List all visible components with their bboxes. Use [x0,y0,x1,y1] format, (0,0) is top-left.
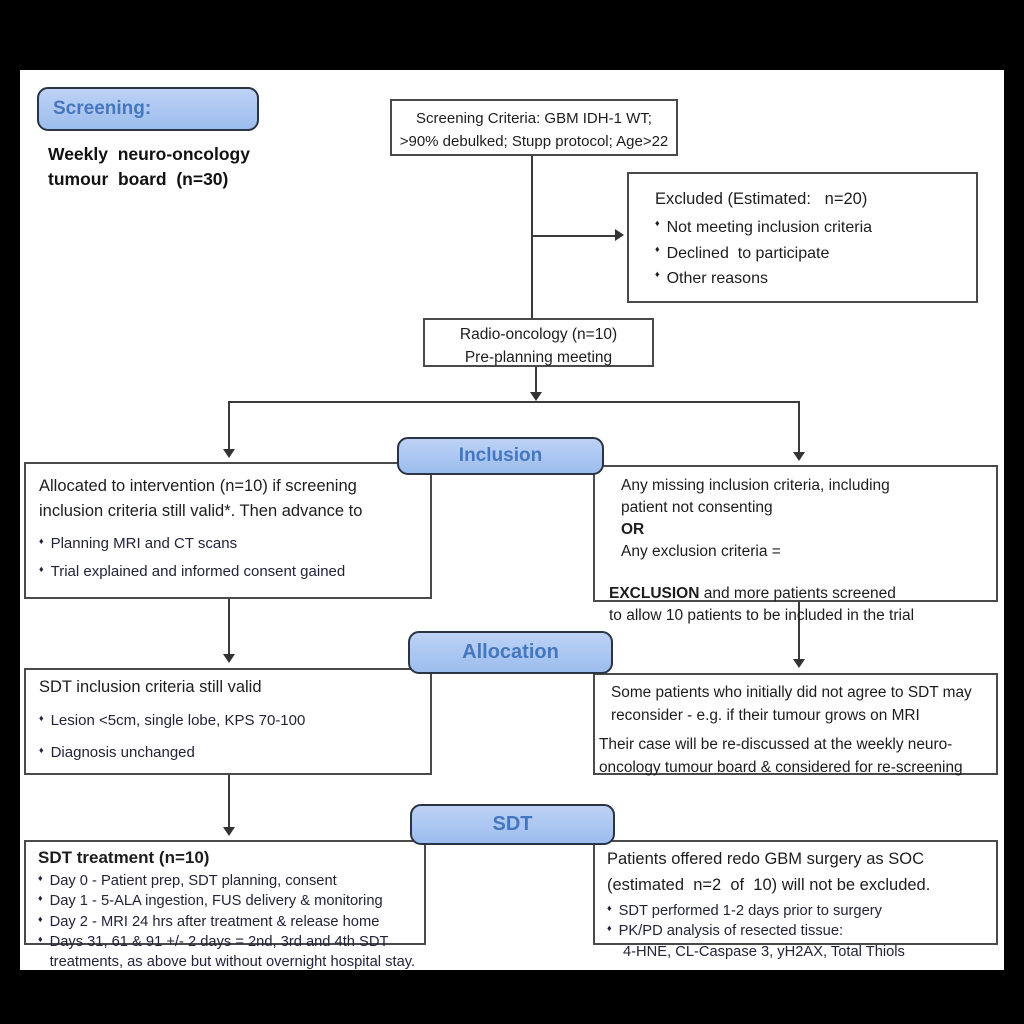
arrowhead-left-allocation [223,654,235,663]
missing-line2: patient not consenting [621,499,773,516]
stage-label-sdt: SDT [492,813,533,835]
bullet-icon: ♦ [38,873,43,883]
sdt-treatment-title: SDT treatment (n=10) [38,848,210,867]
arrowhead-to-excluded [615,229,624,241]
reconsider-paragraph2: Their case will be re-discussed at the weekly neuro-oncology tumour board & considered for re-screening [599,736,963,777]
allocated-title-line2: inclusion criteria still valid*. Then advance to [39,501,363,520]
sdt-treatment-box [24,840,426,971]
radio-oncology-line2: Pre-planning meeting [464,349,613,367]
excluded-bullet: ♦ Other reasons [655,266,968,292]
connector-left-drop-allocation [228,598,230,656]
stage-pill-screening [37,87,259,131]
stage-pill-inclusion [397,437,604,475]
redo-surgery-title-line1: Patients offered redo GBM surgery as SOC [607,850,925,868]
sdt-treatment-bullet: ♦ Day 1 - 5-ALA ingestion, FUS delivery & monitoring [38,893,383,910]
arrowhead-radio-junction [530,392,542,401]
excluded-bullet: ♦ Declined to participate [655,241,968,267]
sdt-treatment-bullet-list [38,871,420,972]
stage-pill-allocation [408,631,613,674]
redo-surgery-title-line2: (estimated n=2 of 10) will not be excluded. [607,875,931,894]
missing-criteria-box [593,465,998,624]
reconsider-box [593,673,998,775]
weekly-board-line1: Weekly neuro-oncology [48,144,250,164]
bullet-icon: ♦ [655,218,660,228]
bullet-icon: ♦ [38,893,43,904]
sdt-treatment-bullet: ♦ Day 0 - Patient prep, SDT planning, consent [38,873,337,889]
arrowhead-right-inclusion [793,452,805,461]
stage-label-screening: Screening: [53,98,152,119]
connector-criteria-to-radio [531,155,533,319]
sdt-treatment-bullet: ♦ Day 2 - MRI 24 hrs after treatment & release home [38,913,380,930]
sdt-inclusion-title: SDT inclusion criteria still valid [39,678,262,696]
bullet-icon: ♦ [655,243,660,254]
screening-criteria-box [390,99,678,156]
allocated-box [24,462,432,599]
allocated-bullet: ♦ Trial explained and informed consent gained [39,562,346,580]
connector-left-drop-sdt [228,774,230,829]
redo-surgery-bullet-list [607,901,992,942]
exclusion-keyword: EXCLUSION [609,585,700,602]
missing-exclusion-line: EXCLUSION and more patients screened [609,585,896,602]
connector-right-drop-inclusion [798,401,800,454]
sdt-treatment-bullet: ♦ Days 31, 61 & 91 +/- 2 days = 2nd, 3rd and 4th SDT treatments, as above but without overnight hospital stay. [38,933,416,971]
bullet-icon: ♦ [39,535,44,546]
stage-label-inclusion: Inclusion [458,445,543,466]
bullet-icon: ♦ [607,923,612,934]
connector-radio-down [535,366,537,394]
missing-line3: Any exclusion criteria = [621,543,781,560]
missing-line1: Any missing inclusion criteria, including [621,477,890,494]
redo-surgery-box [593,840,998,960]
sdt-inclusion-bullet: ♦ Lesion <5cm, single lobe, KPS 70-100 [39,712,306,729]
bullet-icon: ♦ [39,713,44,723]
stage-label-allocation: Allocation [462,641,559,663]
sdt-inclusion-bullet-list [39,712,424,761]
sdt-inclusion-box [24,668,432,775]
screening-criteria-line1: Screening Criteria: GBM IDH-1 WT; [416,110,652,127]
screening-criteria-line2: >90% debulked; Stupp protocol; Age>22 [399,132,669,150]
bullet-icon: ♦ [39,563,44,574]
redo-surgery-bullet: ♦ SDT performed 1-2 days prior to surgery [607,903,882,920]
reconsider-paragraph1: Some patients who initially did not agree to SDT may reconsider - e.g. if their tumour grows on MRI [611,684,972,725]
arrowhead-left-sdt [223,827,235,836]
arrowhead-right-allocation [793,659,805,668]
bullet-icon: ♦ [38,933,43,944]
allocated-bullet: ♦ Planning MRI and CT scans [39,534,238,552]
allocated-bullet-list [39,535,424,580]
excluded-bullet-list [655,215,968,292]
sdt-inclusion-bullet: ♦ Diagnosis unchanged [39,744,195,761]
redo-surgery-bullet: ♦ PK/PD analysis of resected tissue: [607,923,844,940]
missing-or: OR [621,521,645,538]
bullet-icon: ♦ [655,269,660,280]
excluded-bullet: ♦ Not meeting inclusion criteria [655,215,968,241]
missing-line5: to allow 10 patients to be included in the trial [609,607,915,624]
connector-left-drop-inclusion [228,401,230,451]
radio-oncology-box [423,318,654,367]
weekly-board-line2: tumour board (n=30) [48,169,229,190]
arrowhead-left-inclusion [223,449,235,458]
bullet-icon: ♦ [38,913,43,924]
excluded-title: Excluded (Estimated: n=20) [655,190,868,208]
excluded-box [627,172,978,303]
connector-branch-to-excluded [532,235,616,237]
weekly-board-note [48,142,308,193]
redo-surgery-bullet-continuation: 4-HNE, CL-Caspase 3, yH2AX, Total Thiols [623,943,905,960]
allocated-title-line1: Allocated to intervention (n=10) if screening [39,477,357,495]
bullet-icon: ♦ [39,745,44,755]
bullet-icon: ♦ [607,903,612,914]
connector-split-horizontal [228,401,800,403]
radio-oncology-line1: Radio-oncology (n=10) [459,326,618,343]
stage-pill-sdt [410,804,615,845]
